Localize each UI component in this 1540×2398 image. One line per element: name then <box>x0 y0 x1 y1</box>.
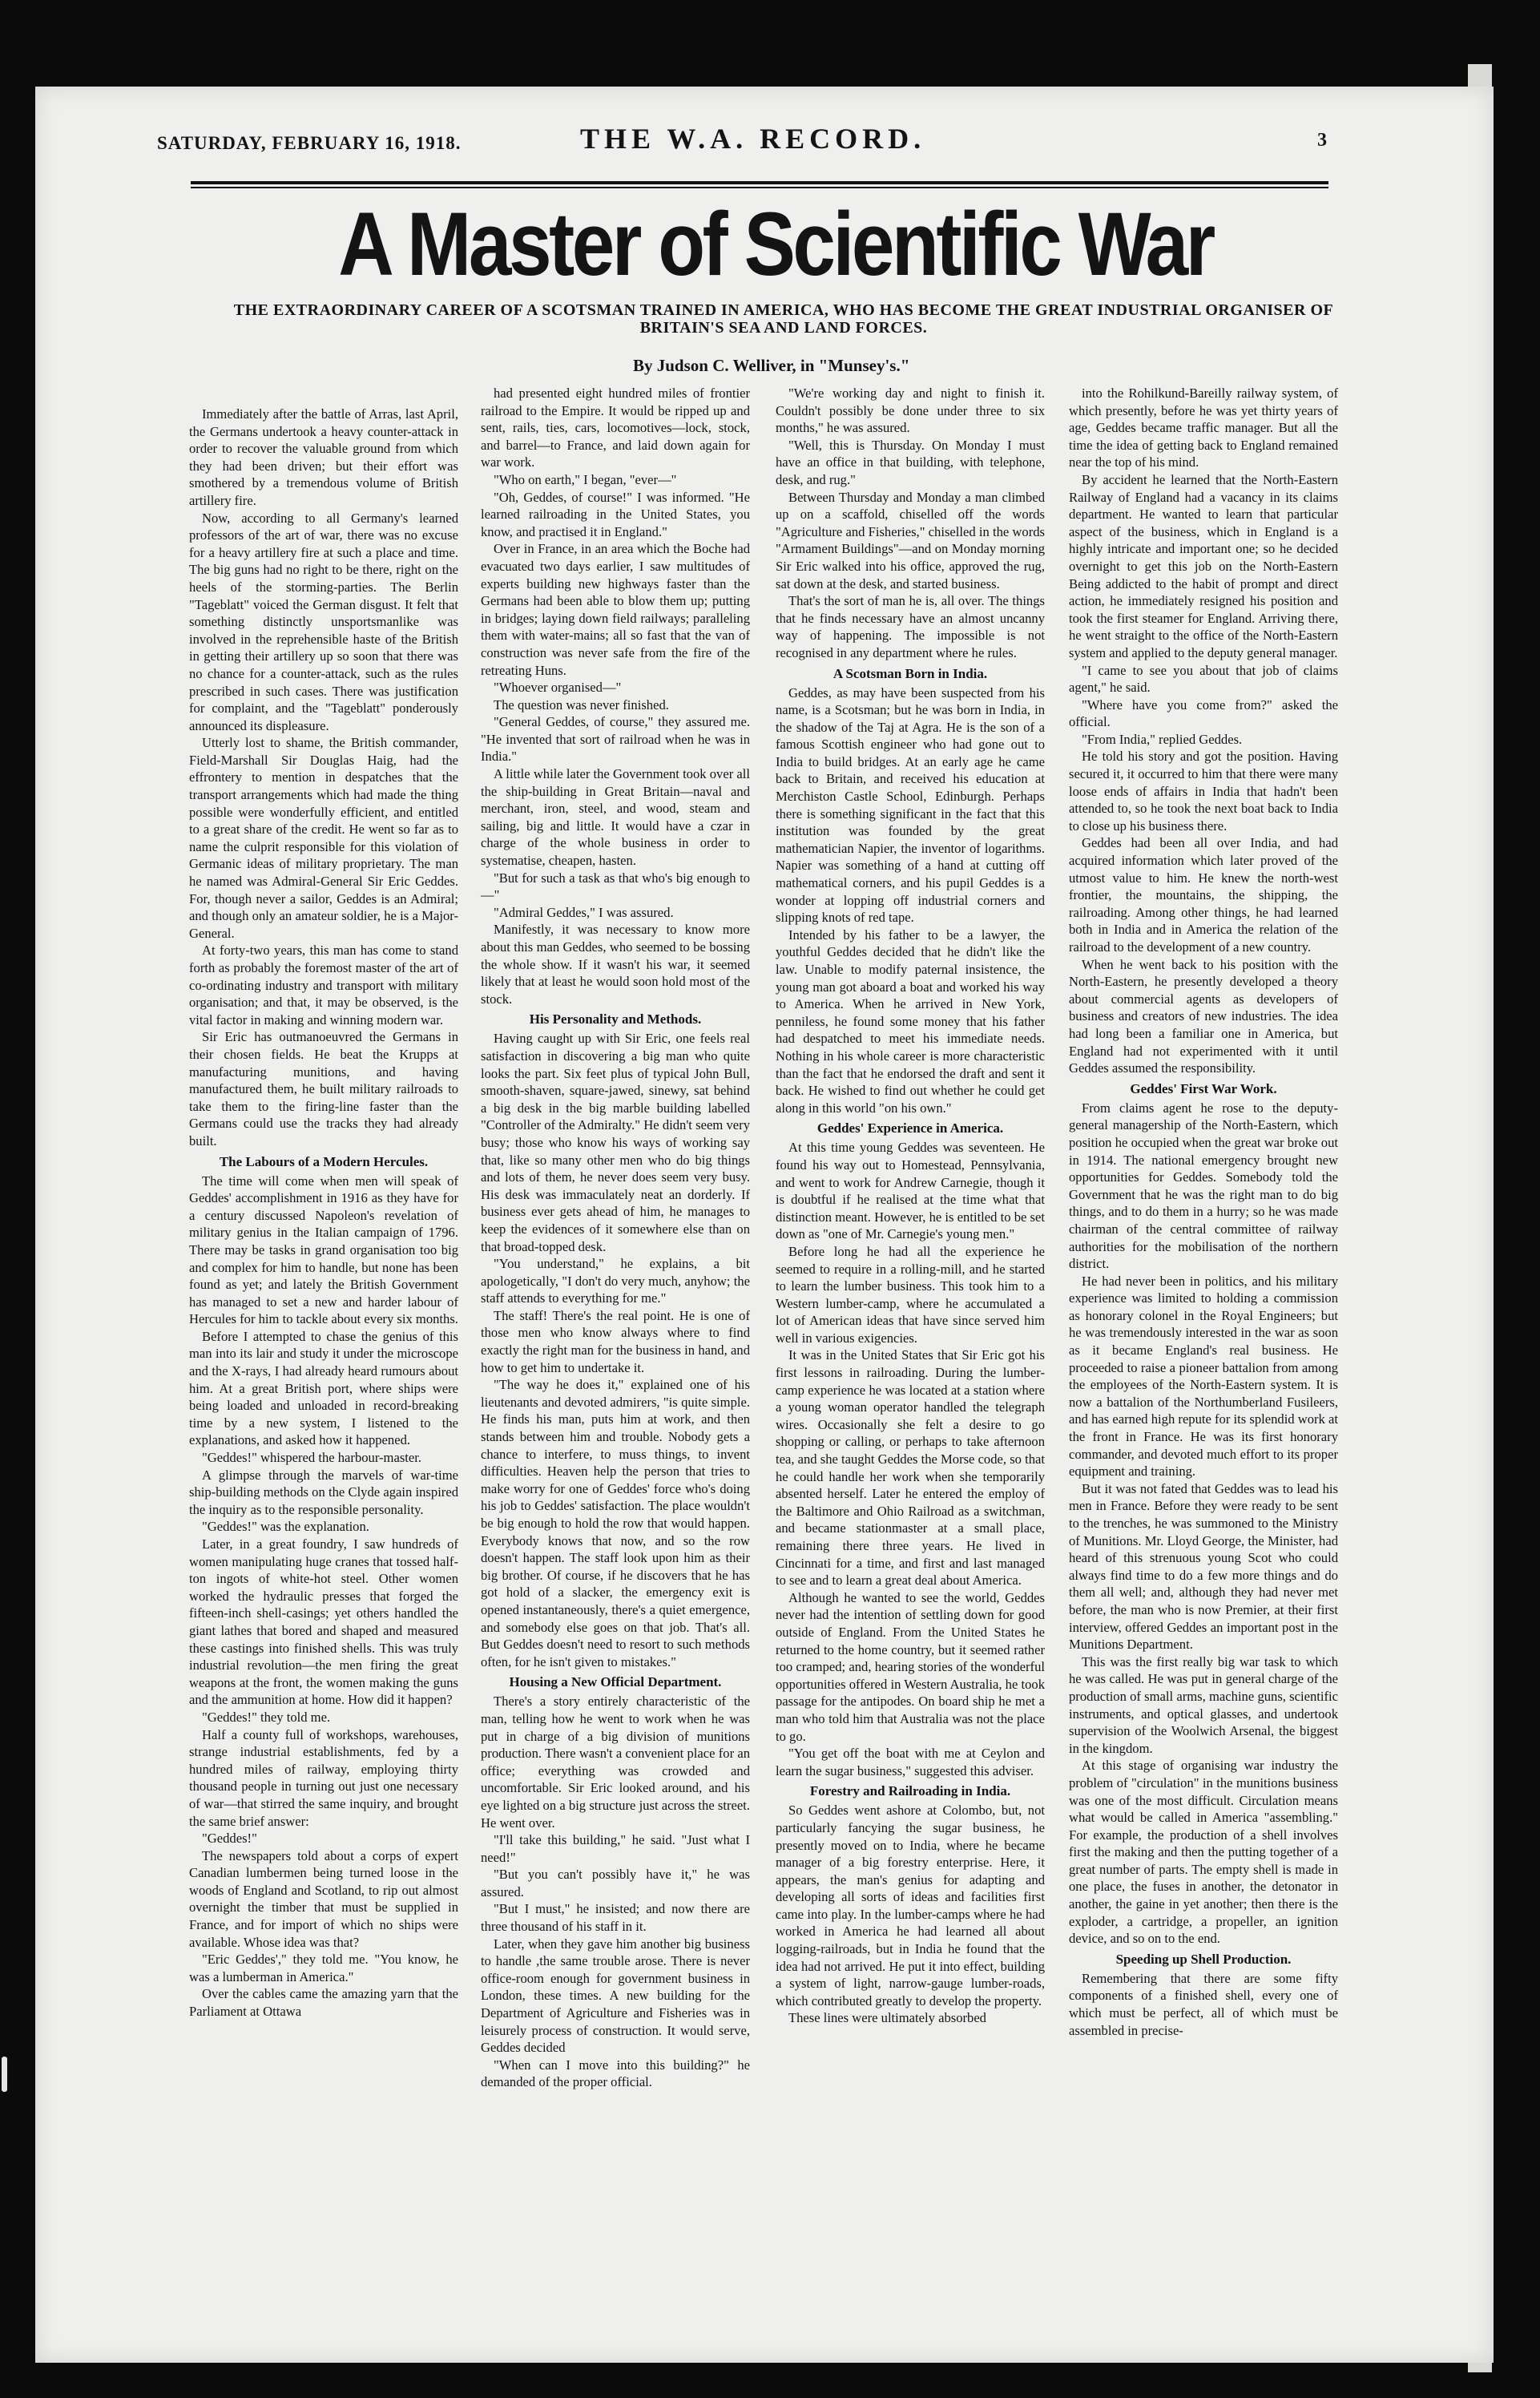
paragraph: Manifestly, it was necessary to know more about this man Geddes, who seemed to be bossing the whole show. If it wasn't his war, it seemed likely that at least he would soon hold most of the stock. <box>481 922 750 1007</box>
paragraph: The staff! There's the real point. He is one of those men who know always where to find exactly the right man for the business in hand, and how to get him to undertake it. <box>481 1307 750 1375</box>
paragraph: There's a story entirely characteristic of the man, telling how he went to work when he was put in charge of a big division of munitions production. There wasn't a convenient place for an office; everything was crowded and uncomfortable. Sir Eric looked around, and his eye lighted on a big structure just across the street. He went over. <box>481 1694 750 1831</box>
paragraph: Geddes had been all over India, and had acquired information which later proved of the utmost value to him. He knew the north-west frontier, the mountains, the shipping, the railroading. Among other things, he had learned both in India and in America the relation of the railroad to the development of a new country. <box>1069 835 1338 955</box>
paragraph: "From India," replied Geddes. <box>1082 731 1243 747</box>
paragraph: Later, in a great foundry, I saw hundreds of women manipulating huge cranes that tossed half-ton ingots of white-hot steel. Other women worked the hydraulic presses that forged the fifteen-inch shell-casings; yet others handled the giant lathes that bored and shaped and measured these castings into finished shells. This was truly industrial revolution—the men firing the great weapons at the front, the women making the guns and the ammunition at home. How did it happen? <box>189 1536 458 1708</box>
paragraph: At this time young Geddes was seventeen. He found his way out to Homestead, Pennsylvania, and went to work for Andrew Carnegie, though it is doubtful if he realised at the time what that distinction meant. However, he is entitled to be set down as "one of Mr. Carnegie's young men." <box>776 1140 1045 1242</box>
paragraph: "Geddes!" whispered the harbour-master. <box>202 1450 422 1466</box>
paragraph: A glimpse through the marvels of war-time ship-building methods on the Clyde again inspired the inquiry as to the responsible personality. <box>189 1467 458 1517</box>
paragraph: "You get off the boat with me at Ceylon and learn the sugar business," suggested this adviser. <box>776 1746 1045 1778</box>
section-heading: Housing a New Official Department. <box>509 1674 722 1690</box>
paragraph: When he went back to his position with the North-Eastern, he presently developed a theory about commercial agents as developers of business and creators of new industries. The idea had long been a familiar one in America, but England had not experimented with it until Geddes assumed the responsibility. <box>1069 956 1338 1076</box>
paragraph: "Whoever organised—" <box>494 680 622 696</box>
paragraph: "I'll take this building," he said. "Just what I need!" <box>481 1832 750 1865</box>
section-heading: A Scotsman Born in India. <box>832 665 988 681</box>
article-subtitle: THE EXTRAORDINARY CAREER OF A SCOTSMAN TRAINED IN AMERICA, WHO HAS BECOME THE GREAT INDUSTRIAL ORGANISER OF BRITAIN'S SEA AND LAND FORCES. <box>233 301 1334 337</box>
paragraph: "Geddes!" was the explanation. <box>202 1519 369 1535</box>
paragraph: A little while later the Government took over all the ship-building in Great Britain—naval and merchant, iron, steel, and wood, steam and sailing, big and little. It would have a czar in charge of the whole business in order to systematise, cheapen, hasten. <box>481 766 750 869</box>
paragraph: Before I attempted to chase the genius of this man into its lair and study it under the microscope and the X-rays, I had already heard rumours about him. At a great British port, where ships were being loaded and unloaded in record-breaking time by a new system, I listened to the explanations, and asked how it happened. <box>189 1328 458 1448</box>
paragraph: "But I must," he insisted; and now there are three thousand of his staff in it. <box>481 1901 750 1935</box>
paragraph: Later, when they gave him another big business to handle ,the same trouble arose. There is never office-room enough for government business in London, these times. A new building for the Department of Agriculture and Fisheries was in leisurely process of construction. It would serve, Geddes decided <box>481 1936 750 2056</box>
paragraph: It was in the United States that Sir Eric got his first lessons in railroading. During the lumber-camp experience he was located at a station where a young woman operator handled the telegraph wires. Occasionally she felt a desire to go shopping or calling, or perhaps to take afternoon tea, and she taught Geddes the Morse code, so that he could handle her work when she temporarily absented herself. Later he entered the employ of the Baltimore and Ohio Railroad as a switchman, and became stationmaster at a small place, remaining there three years. He lived in Cincinnati for a time, and first and last managed to see and to learn a great deal about America. <box>776 1347 1045 1589</box>
paragraph: "But for such a task as that who's big enough to—" <box>481 870 750 903</box>
paragraph: Remembering that there are some fifty components of a finished shell, every one of which must be perfect, all of which must be assembled in precise- <box>1069 1970 1338 2038</box>
article-title: A Master of Scientific War <box>338 194 1213 294</box>
paragraph: into the Rohilkund-Bareilly railway system, of which presently, before he was yet thirty years of age, Geddes became traffic manager. But all the time the idea of getting back to England remained near the top of his mind. <box>1069 386 1338 470</box>
paragraph: "But you can't possibly have it," he was assured. <box>481 1867 750 1899</box>
paragraph: He told his story and got the position. Having secured it, it occurred to him that there were many loose ends of affairs in India that hadn't been attended to, so he took the next boat back to India to close up his business there. <box>1069 749 1338 834</box>
section-heading: His Personality and Methods. <box>529 1011 702 1027</box>
paragraph: "When can I move into this building?" he demanded of the proper official. <box>481 2057 750 2090</box>
paragraph: "Where have you come from?" asked the official. <box>1069 696 1338 730</box>
paragraph: "You understand," he explains, a bit apologetically, "I don't do very much, anyhow; the staff attends to everything for me." <box>481 1256 750 1306</box>
paragraph: Over the cables came the amazing yarn that the Parliament at Ottawa <box>189 1986 458 2020</box>
paragraph: Utterly lost to shame, the British commander, Field-Marshall Sir Douglas Haig, had the effrontery to mention in despatches that the transport arrangements which had made the thing possible were wonderfully efficient, and entitled to a great share of the credit. He went so far as to name the culprit responsible for this violation of Germanic ideas of military proprietary. The man he named was Admiral-General Sir Eric Geddes. For, though never a sailor, Geddes is an Admiral; and though only an amateur soldier, he is a Major-General. <box>189 735 458 941</box>
paragraph: Although he wanted to see the world, Geddes never had the intention of settling down for good outside of England. From the United States he returned to the home country, but it seemed rather too cramped; and, hearing stories of the wonderful opportunities offered in Western Australia, he took passage for the antipodes. On board ship he met a man who told him that Australia was not the place to go. <box>776 1589 1045 1744</box>
section-heading: Geddes' Experience in America. <box>816 1120 1004 1136</box>
paragraph: "General Geddes, of course," they assured me. "He invented that sort of railroad when he was in India." <box>481 714 750 765</box>
article-column-3 <box>776 385 1045 2027</box>
paragraph: "We're working day and night to finish it. Couldn't possibly be done under three to six months," he was assured. <box>776 386 1045 436</box>
paragraph: had presented eight hundred miles of frontier railroad to the Empire. It would be ripped up and sent, rails, ties, cars, locomotives—lock, stock, and barrel—to France, and laid down again for war work. <box>481 386 750 470</box>
paragraph: Geddes, as may have been suspected from his name, is a Scotsman; but he was born in India, in the shadow of the Taj at Agra. He is the son of a famous Scottish engineer who had gone out to India to build bridges. At an early age he came back to Britain, and received his education at Merchiston Castle School, Edinburgh. Perhaps there is something significant in the fact that this institution was founded by the great mathematician Napier, the inventor of logarithms. Napier was something of a hand at cutting off mathematical corners, and his pupil Geddes is a wonder at lopping off industrial corners and slipping knots of red tape. <box>776 684 1045 926</box>
paragraph: "The way he does it," explained one of his lieutenants and devoted admirers, "is quite simple. He finds his man, puts him at work, and then stands between him and trouble. Nobody gets a chance to interfere, to muss things, to invent difficulties. Heaven help the person that tries to make worry for one of Geddes' force who's doing his job to Geddes' satisfaction. The place wouldn't be big enough to hold the row that would happen. Everybody knows that now, and so the row doesn't happen. The staff look upon him as their big brother. Of course, if he discovers that he has got hold of a slacker, the emergency exit is opened instantaneously, there's a quiet emergence, and somebody else goes on that job. That's all. But Geddes doesn't need to resort to such methods often, for he isn't given to mistakes." <box>481 1377 750 1669</box>
paragraph: Before long he had all the experience he seemed to require in a rolling-mill, and he started to learn the lumber business. This took him to a Western lumber-camp, where he accumulated a lot of American ideas that have since served him well in various exigencies. <box>776 1243 1045 1346</box>
paragraph: "Geddes!" they told me. <box>202 1709 331 1725</box>
paragraph: By accident he learned that the North-Eastern Railway of England had a vacancy in its claims department. He wanted to learn that particular aspect of the business, which in England is a highly intricate and important one; so he decided overnight to get this job on the North-Eastern Being addicted to the habit of prompt and direct action, he immediately resigned his position and took the first steamer for England. Arriving there, he went straight to the office of the North-Eastern system and applied to the deputy general manager. <box>1069 471 1338 660</box>
paragraph: "Well, this is Thursday. On Monday I must have an office in that building, with telephone, desk, and rug." <box>776 437 1045 487</box>
page-number: 3 <box>1317 130 1327 151</box>
paragraph: These lines were ultimately absorbed <box>788 2010 986 2026</box>
masthead <box>157 120 1327 168</box>
paragraph: The newspapers told about a corps of expert Canadian lumbermen being turned loose in the woods of England and Scotland, to rip out almost overnight the timber that must be supplied in France, and for import of which no ships were available. Whose idea was that? <box>189 1847 458 1950</box>
paragraph: That's the sort of man he is, all over. The things that he finds necessary have an almost uncanny way of happening. The impossible is not recognised in any department where he rules. <box>776 593 1045 660</box>
paragraph: Having caught up with Sir Eric, one feels real satisfaction in discovering a big man who quite looks the part. Six feet plus of typical John Bull, smooth-shaven, square-jawed, sinewy, sat behind a big desk in the big marble building labelled "Controller of the Admiralty." He didn't seem very busy; those who know his ways of working say that, like so many other men who do big things and lots of them, he never does seem very busy. His desk was immaculately neat an dorderly. If business ever gets ahead of him, he manages to keep the evidences of it somewhere else than on that broad-topped desk. <box>481 1031 750 1254</box>
paragraph: Sir Eric has outmanoeuvred the Germans in their chosen fields. He beat the Krupps at manufacturing munitions, and having manufactured them, he built military railroads to take them to the firing-line faster than the Germans could use the tracks they had already built. <box>189 1029 458 1149</box>
paragraph: At forty-two years, this man has come to stand forth as probably the foremost master of the art of co-ordinating industry and transport with military organisation; and that, it may be observed, is the vital factor in making and winning modern war. <box>189 943 458 1027</box>
paragraph: "Geddes!" <box>202 1831 257 1847</box>
paragraph: "Admiral Geddes," I was assured. <box>494 904 674 920</box>
paragraph: Now, according to all Germany's learned professors of the art of war, there was no excuse for a heavy artillery fire at such a place and time. The big guns had no right to be there, right on the heels of the storming-parties. The Berlin "Tageblatt" voiced the German disgust. It felt that something distinctly unsportsmanlike was involved in the reprehensible haste of the British in getting their artillery up so soon that there was no chance for a counter-attack, such as the rules prescribed in such cases. There was justification for complaint, and the "Tageblatt" ponderously announced its displeasure. <box>189 510 458 733</box>
section-heading: The Labours of a Modern Hercules. <box>219 1153 429 1169</box>
paragraph: So Geddes went ashore at Colombo, but, not particularly fancying the sugar business, he presently moved on to India, where he became manager of a big forestry enterprise. Here, it appears, the man's genius for adapting and developing all sorts of ideas and facilities first came into play. In the lumber-camps where he had worked in America he had learned all about logging-railroads, but in India he found that the idea had not arrived. He put it into effect, building a system of light, narrow-gauge lumber-roads, which contributed greatly to develop the property. <box>776 1803 1045 2008</box>
article-column-2 <box>481 385 750 2091</box>
article-column-1 <box>189 406 458 2021</box>
paragraph: Half a county full of workshops, warehouses, strange industrial establishments, fed by a hundred miles of railway, employing thirty thousand people in turning out just one necessary of war—that stirred the same inquiry, and brought the same brief answer: <box>189 1726 458 1829</box>
paragraph: "Oh, Geddes, of course!" I was informed. "He learned railroading in the United States, you know, and practised it in England." <box>481 489 750 539</box>
paper-name: THE W.A. RECORD. <box>580 123 926 155</box>
section-heading: Geddes' First War Work. <box>1130 1080 1277 1096</box>
header-rule-thin <box>191 187 1328 188</box>
paragraph: The question was never finished. <box>494 696 669 713</box>
paragraph: "I came to see you about that job of claims agent," he said. <box>1069 662 1338 696</box>
paragraph: This was the first really big war task to which he was called. He was put in general charge of the production of small arms, machine guns, scientific instruments, and optical glasses, and undertook supervision of the Woolwich Arsenal, the biggest in the kingdom. <box>1069 1653 1338 1756</box>
paragraph: "Eric Geddes'," they told me. "You know, he was a lumberman in America." <box>189 1952 458 1984</box>
paragraph: The time will come when men will speak of Geddes' accomplishment in 1916 as they have for a century discussed Napoleon's revelation of military genius in the Italian campaign of 1796. There may be tasks in grand organisation too big and complex for him to handle, but none has been found as yet; and lately the British Government has managed to set a new and harder labour of Hercules for him to tackle about every six months. <box>189 1173 458 1327</box>
section-heading: Forestry and Railroading in India. <box>809 1783 1011 1799</box>
paragraph: "Who on earth," I began, "ever—" <box>494 471 677 487</box>
paragraph: At this stage of organising war industry the problem of "circulation" in the munitions business was one of the most difficult. Circulation means what would be called in America "assembling." For example, the production of a shell involves first the making and then the putting together of a great number of parts. The empty shell is made in one place, the fuses in another, the detonator in another, the gaine in yet another; then there is the exploder, a cartridge, a propeller, an ignition device, and so on to the end. <box>1069 1758 1338 1947</box>
paragraph: From claims agent he rose to the deputy-general managership of the North-Eastern, which position he occupied when the great war broke out in 1914. The national emergency brought new opportunities for Geddes. Somebody told the Government that he was the right man to do big things, and to do them in a hurry; so he was made chairman of the central committee of railway authorities for the mobilisation of the northern district. <box>1069 1100 1338 1272</box>
issue-date: SATURDAY, FEBRUARY 16, 1918. <box>157 133 462 153</box>
paragraph: But it was not fated that Geddes was to lead his men in France. Before they were ready to be sent to the trenches, he was summoned to the Ministry of Munitions. Mr. Lloyd George, the Minister, had heard of this strenuous young Scot who could always find time to do a few more things and do them all well; and, although they had never met before, the man who is now Premier, at their first interview, offered Geddes an important post in the Munitions Department. <box>1069 1480 1338 1653</box>
article-byline: By Judson C. Welliver, in "Munsey's." <box>633 356 910 375</box>
paragraph: Intended by his father to be a lawyer, the youthful Geddes decided that he didn't like the law. Unable to modify paternal insistence, the young man got aboard a boat and worked his way to America. When he arrived in New York, penniless, he found some money that his father had despatched to meet his immediate needs. Nothing in his whole career is more characteristic than the fact that he endorsed the draft and sent it back. He wished to find out whether he could get along in this world "on his own." <box>776 926 1045 1116</box>
paragraph: Immediately after the battle of Arras, last April, the Germans undertook a heavy counter-attack in order to recover the valuable ground from which they had been driven; but their effort was smothered by a tremendous volume of British artillery fire. <box>189 406 458 508</box>
paragraph: Between Thursday and Monday a man climbed up on a scaffold, chiselled off the words "Agriculture and Fisheries," chiselled in the words "Armament Buildings"—and on Monday morning Sir Eric walked into his office, approved the rug, sat down at the desk, and started business. <box>776 489 1045 591</box>
paragraph: Over in France, in an area which the Boche had evacuated two days earlier, I saw multitudes of experts building new highways faster than the Germans had been able to blow them up; putting in bridges; laying down field railways; paralleling them with water-mains; all so fast that the van of construction was never safe from the fire of the retreating Huns. <box>481 541 750 678</box>
header-rule <box>191 181 1328 184</box>
article-column-4 <box>1069 385 1338 2039</box>
margin-mark <box>2 2057 7 2092</box>
section-heading: Speeding up Shell Production. <box>1115 1951 1292 1967</box>
paragraph: He had never been in politics, and his military experience was limited to holding a commission as honorary colonel in the Royal Engineers; but he was tremendously interested in the war as soon as it became England's real business. He proceeded to raise a pioneer battalion from among the employees of the North-Eastern system. It is now a battalion of the Northumberland Fusileers, and has earned high repute for its splendid work at the front in France. He was its first honorary commander, and devoted much effort to its proper equipment and training. <box>1069 1273 1338 1480</box>
